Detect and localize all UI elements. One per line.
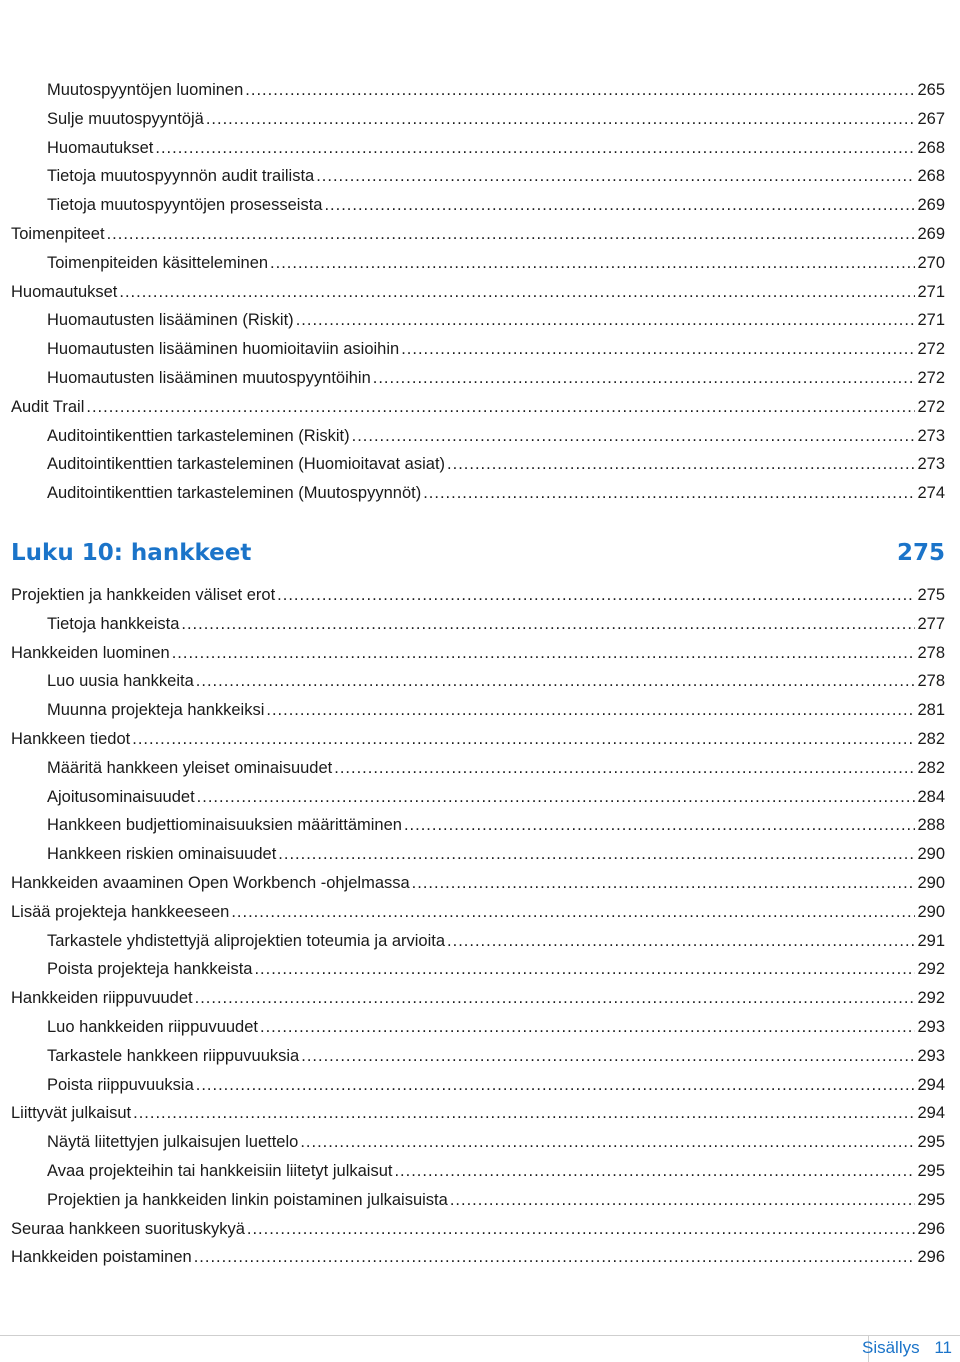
toc-entry-page: 269 — [917, 225, 945, 243]
toc-entry-page: 272 — [917, 340, 945, 359]
toc-entry[interactable] — [11, 223, 945, 245]
toc-entry-label: Audit Trail — [11, 397, 85, 416]
toc-entry-label: Tietoja hankkeista — [47, 614, 180, 633]
toc-leader-dots — [423, 482, 915, 504]
toc-entry-page: 274 — [917, 484, 945, 503]
toc-entry[interactable] — [47, 1189, 945, 1211]
toc-entry-label: Näytä liitettyjen julkaisujen luettelo — [47, 1133, 299, 1152]
toc-entry[interactable] — [47, 108, 945, 130]
chapter-page: 275 — [896, 540, 945, 566]
toc-entry[interactable] — [11, 584, 945, 606]
toc-entry-page: 282 — [917, 758, 945, 777]
toc-entry-label: Ajoitusominaisuudet — [47, 787, 195, 806]
toc-entry-label: Muutospyyntöjen luominen — [47, 81, 244, 99]
toc-entry-label: Luo hankkeiden riippuvuudet — [47, 1018, 258, 1036]
toc-entry[interactable] — [47, 425, 945, 447]
toc-entry[interactable] — [11, 901, 945, 923]
toc-entry-page: 278 — [917, 643, 945, 662]
toc-entry-page: 295 — [917, 1133, 945, 1152]
toc-entry[interactable] — [47, 252, 945, 274]
toc-leader-dots — [450, 1189, 916, 1211]
toc-leader-dots — [196, 1074, 916, 1096]
toc-entry[interactable] — [47, 699, 945, 721]
toc-entry-page: 294 — [917, 1104, 945, 1123]
toc-entry-label: Seuraa hankkeen suorituskykyä — [11, 1219, 245, 1238]
toc-entry-label: Huomautusten lisääminen muutospyyntöihin — [47, 369, 371, 387]
toc-leader-dots — [277, 584, 915, 606]
toc-entry[interactable] — [47, 757, 945, 779]
toc-leader-dots — [316, 165, 915, 187]
toc-leader-dots — [132, 728, 915, 750]
toc-leader-dots — [194, 1246, 916, 1268]
toc-entry-page: 295 — [917, 1190, 945, 1209]
toc-entry-page: 272 — [917, 369, 945, 387]
toc-entry[interactable] — [47, 1160, 945, 1182]
toc-entry[interactable] — [11, 1102, 945, 1124]
toc-entry[interactable] — [47, 1016, 945, 1038]
toc-entry-page: 284 — [917, 787, 945, 806]
toc-entry-page: 275 — [917, 586, 945, 604]
toc-entry-page: 290 — [917, 845, 945, 864]
toc-entry[interactable] — [11, 281, 945, 303]
toc-entry-label: Liittyvät julkaisut — [11, 1104, 132, 1123]
toc-entry-page: 273 — [917, 426, 945, 445]
toc-entry-label: Auditointikenttien tarkasteleminen (Muutospyynnöt) — [47, 484, 422, 503]
toc-leader-dots — [181, 613, 915, 635]
toc-entry-page: 269 — [917, 196, 945, 215]
toc-entry-label: Toimenpiteiden käsitteleminen — [47, 253, 269, 272]
toc-entry[interactable] — [47, 194, 945, 216]
toc-entry-label: Auditointikenttien tarkasteleminen (Riskit) — [47, 426, 350, 445]
toc-leader-dots — [401, 338, 915, 360]
toc-entry-page: 268 — [917, 138, 945, 157]
toc-entry-label: Huomautusten lisääminen huomioitaviin asioihin — [47, 340, 400, 359]
toc-entry-page: 288 — [917, 816, 945, 835]
toc-entry[interactable] — [47, 930, 945, 952]
toc-entry-page: 273 — [917, 455, 945, 474]
toc-entry[interactable] — [47, 309, 945, 331]
toc-entry[interactable] — [11, 728, 945, 750]
toc-entry[interactable] — [47, 165, 945, 187]
toc-entry-label: Sulje muutospyyntöjä — [47, 109, 204, 128]
toc-entry-label: Huomautukset — [47, 138, 154, 157]
toc-entry-label: Projektien ja hankkeiden linkin poistaminen julkaisuista — [47, 1190, 448, 1209]
toc-entry-page: 268 — [917, 167, 945, 186]
toc-entry-page: 282 — [917, 730, 945, 748]
toc-leader-dots — [447, 930, 915, 952]
toc-entry[interactable] — [11, 396, 945, 418]
toc-leader-dots — [352, 425, 916, 447]
toc-leader-dots — [266, 699, 915, 721]
page-footer — [862, 1338, 952, 1358]
toc-entry-label: Huomautukset — [11, 282, 118, 301]
toc-entry-page: 290 — [917, 902, 945, 921]
toc-entry-page: 292 — [917, 960, 945, 979]
toc-entry-label: Hankkeen budjettiominaisuuksien määrittäminen — [47, 816, 402, 835]
toc-entry-label: Hankkeiden luominen — [11, 643, 170, 662]
toc-entry-label: Hankkeiden riippuvuudet — [11, 989, 193, 1008]
toc-leader-dots — [247, 1218, 916, 1240]
toc-leader-dots — [133, 1102, 915, 1124]
toc-leader-dots — [278, 843, 915, 865]
toc-entry[interactable] — [47, 814, 945, 836]
toc-entry-page: 281 — [917, 701, 945, 720]
toc-entry-page: 271 — [917, 311, 945, 330]
toc-leader-dots — [155, 137, 915, 159]
toc-leader-dots — [231, 901, 915, 923]
toc-entry[interactable] — [47, 482, 945, 504]
toc-leader-dots — [296, 309, 916, 331]
toc-entry-label: Projektien ja hankkeiden väliset erot — [11, 586, 276, 604]
toc-entry[interactable] — [11, 1246, 945, 1268]
toc-entry-label: Luo uusia hankkeita — [47, 672, 194, 691]
toc-entry-page: 277 — [917, 614, 945, 633]
toc-entry-page: 296 — [917, 1248, 945, 1267]
toc-leader-dots — [86, 396, 915, 418]
toc-entry[interactable] — [47, 670, 945, 692]
toc-leader-dots — [206, 108, 916, 130]
toc-entry-label: Auditointikenttien tarkasteleminen (Huomioitavat asiat) — [47, 455, 446, 474]
toc-entry-label: Tarkastele hankkeen riippuvuuksia — [47, 1046, 300, 1065]
toc-leader-dots — [324, 194, 915, 216]
toc-entry-label: Muunna projekteja hankkeiksi — [47, 701, 265, 720]
chapter-heading[interactable] — [11, 538, 945, 568]
toc-entry[interactable] — [47, 453, 945, 475]
toc-entry-page: 293 — [917, 1018, 945, 1036]
toc-entry-page: 295 — [917, 1162, 945, 1180]
toc-leader-dots — [301, 1045, 915, 1067]
toc-leader-dots — [260, 1016, 915, 1038]
toc-entry-page: 291 — [917, 931, 945, 950]
toc-leader-dots — [270, 252, 915, 274]
toc-entry-page: 293 — [917, 1046, 945, 1065]
toc-leader-dots — [107, 223, 916, 245]
toc-entry[interactable] — [47, 1131, 945, 1153]
toc-entry-page: 265 — [917, 81, 945, 99]
toc-entry-page: 292 — [917, 989, 945, 1008]
toc-leader-dots — [172, 642, 916, 664]
toc-entry-label: Tietoja muutospyyntöjen prosesseista — [47, 196, 323, 215]
toc-entry[interactable] — [47, 338, 945, 360]
toc-entry[interactable] — [47, 958, 945, 980]
toc-entry-label: Huomautusten lisääminen (Riskit) — [47, 311, 294, 330]
footer-section-label: Sisällys — [861, 1338, 920, 1357]
toc-entry[interactable] — [47, 1074, 945, 1096]
toc-leader-dots — [197, 786, 916, 808]
toc-entry-page: 290 — [917, 874, 945, 892]
toc-entry[interactable] — [47, 843, 945, 865]
toc-entry[interactable] — [47, 79, 945, 101]
toc-entry-label: Hankkeen riskien ominaisuudet — [47, 845, 277, 864]
toc-entry-page: 267 — [917, 109, 945, 128]
toc-entry[interactable] — [47, 613, 945, 635]
toc-leader-dots — [245, 79, 915, 101]
toc-entry-label: Avaa projekteihin tai hankkeisiin liitetyt julkaisut — [47, 1162, 393, 1180]
toc-entry-page: 278 — [917, 672, 945, 691]
toc-entry-page: 270 — [917, 253, 945, 272]
toc-entry-label: Tarkastele yhdistettyjä aliprojektien toteumia ja arvioita — [47, 931, 446, 950]
toc-entry[interactable] — [11, 1218, 945, 1240]
toc-entry-label: Hankkeen tiedot — [11, 730, 131, 748]
toc-leader-dots — [300, 1131, 915, 1153]
toc-entry-label: Lisää projekteja hankkeeseen — [11, 902, 230, 921]
footer-rule — [0, 1335, 960, 1336]
toc-entry-label: Toimenpiteet — [11, 225, 105, 243]
toc-leader-dots — [334, 757, 915, 779]
toc-entry[interactable] — [11, 642, 945, 664]
toc-entry-label: Hankkeiden avaaminen Open Workbench -ohjelmassa — [11, 874, 410, 892]
toc-leader-dots — [254, 958, 915, 980]
toc-entry[interactable] — [47, 137, 945, 159]
toc-entry-label: Poista projekteja hankkeista — [47, 960, 253, 979]
footer-page-number: 11 — [934, 1338, 952, 1357]
toc-leader-dots — [373, 367, 916, 389]
toc-entry[interactable] — [47, 1045, 945, 1067]
toc-entry-label: Poista riippuvuuksia — [47, 1075, 194, 1094]
toc-entry[interactable] — [11, 872, 945, 894]
toc-entry-page: 294 — [917, 1075, 945, 1094]
chapter-title: Luku 10: hankkeet — [11, 540, 252, 566]
toc-entry[interactable] — [11, 987, 945, 1009]
toc-leader-dots — [196, 670, 916, 692]
toc-entry-page: 271 — [917, 282, 945, 301]
toc-entry-label: Hankkeiden poistaminen — [11, 1248, 192, 1267]
toc-leader-dots — [195, 987, 916, 1009]
toc-entry[interactable] — [47, 367, 945, 389]
toc-entry-label: Määritä hankkeen yleiset ominaisuudet — [47, 758, 333, 777]
toc-entry[interactable] — [47, 786, 945, 808]
toc-entry-label: Tietoja muutospyynnön audit trailista — [47, 167, 315, 186]
toc-leader-dots — [394, 1160, 915, 1182]
toc-entry-page: 296 — [917, 1219, 945, 1238]
toc-leader-dots — [119, 281, 915, 303]
toc-entry-page: 272 — [917, 397, 945, 416]
toc-leader-dots — [412, 872, 916, 894]
toc-leader-dots — [447, 453, 915, 475]
toc-leader-dots — [404, 814, 916, 836]
